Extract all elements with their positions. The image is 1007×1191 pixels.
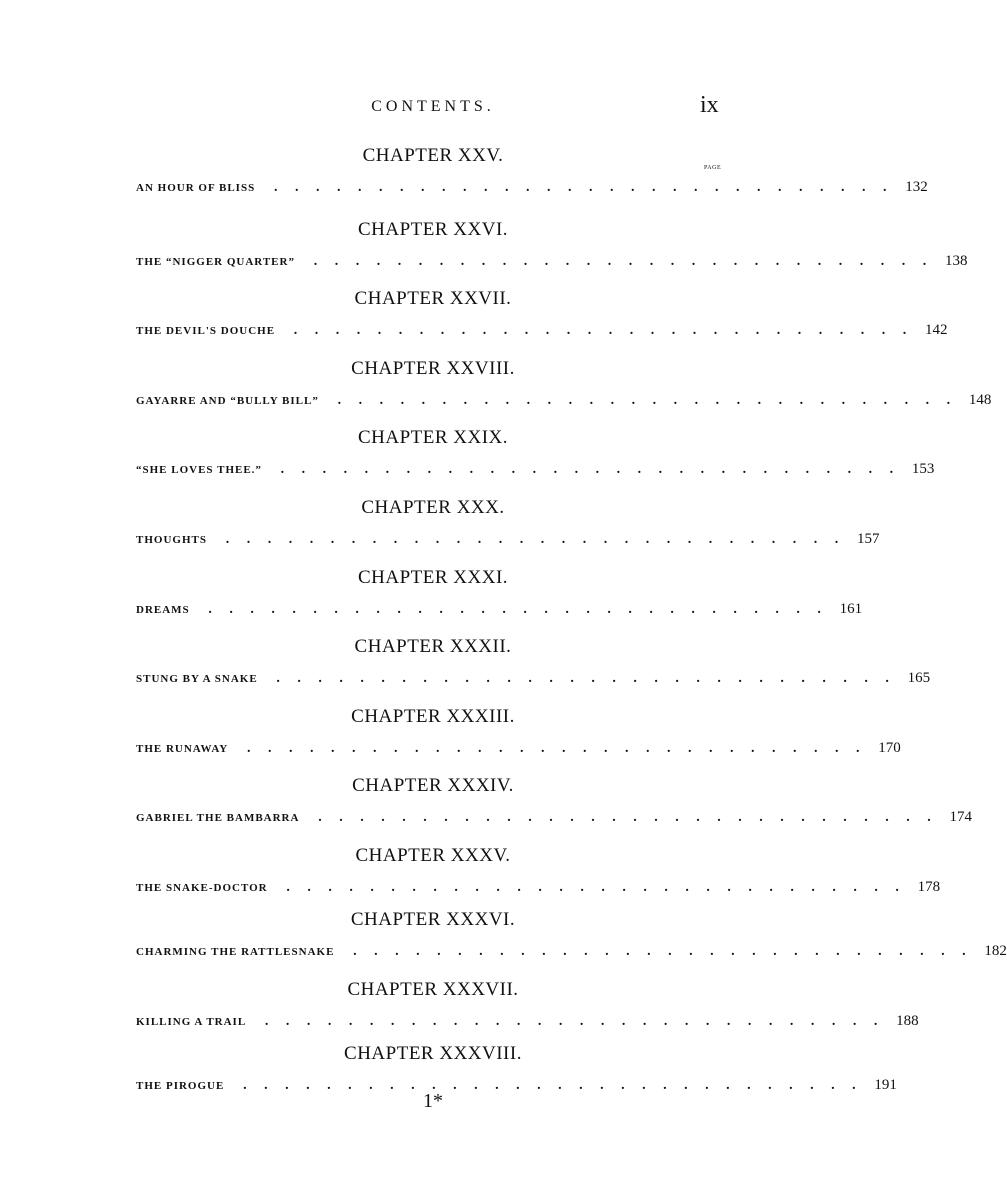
chapter-heading: CHAPTER XXXIII. [351,706,515,727]
page-number: 161 [839,601,863,617]
running-head [0,92,840,120]
chapter-heading: CHAPTER XXVI. [357,219,509,240]
contents-entry [0,909,1007,979]
page-number: 157 [856,531,880,547]
chapter-title: “SHE LOVES THEE.” [136,464,262,476]
dot-leader: . . . . . . . . . . . . . . . . . . . . . . . . . . . . . . [337,393,951,408]
page-number: 165 [907,670,931,686]
page-number: 153 [911,461,935,477]
contents-entry [0,636,931,706]
page-number-roman: ix [700,92,719,118]
contents-row [136,809,972,827]
contents-entry [0,358,992,428]
chapter-title: THE PIROGUE [136,1080,225,1092]
dot-leader: . . . . . . . . . . . . . . . . . . . . . . . . . . . . . . [276,671,889,686]
page-number: 191 [874,1077,897,1093]
chapter-heading: CHAPTER XXVII. [354,288,512,309]
dot-leader: . . . . . . . . . . . . . . . . . . . . . . . . . . . . . . [243,1078,856,1093]
chapter-title: STUNG BY A SNAKE [136,673,258,685]
contents-entry [0,845,941,915]
contents-entry [0,145,928,215]
contents-row [136,322,948,340]
page-number: 188 [896,1013,919,1029]
chapter-title: GABRIEL THE BAMBARRA [136,812,300,824]
dot-leader: . . . . . . . . . . . . . . . . . . . . . . . . . . . . . . [313,254,927,269]
dot-leader: . . . . . . . . . . . . . . . . . . . . . . . . . . . . . . [353,944,966,959]
chapter-title: THE DEVIL'S DOUCHE [136,325,276,337]
page-number: 132 [905,179,928,195]
contents-row [136,253,968,271]
chapter-heading: CHAPTER XXXVI. [350,909,516,930]
contents-row [136,392,992,410]
chapter-title: CHARMING THE RATTLESNAKE [136,946,335,958]
page-number: 148 [968,392,992,408]
chapter-title: THE RUNAWAY [136,743,229,755]
contents-row [136,461,935,479]
page-number: 174 [949,809,972,825]
chapter-heading: CHAPTER XXXIV. [352,775,514,796]
signature-mark: 1* [423,1090,443,1112]
chapter-title: THOUGHTS [136,534,207,546]
chapter-heading: CHAPTER XXXV. [355,845,511,866]
contents-entry [0,775,972,845]
chapter-heading: CHAPTER XXXVIII. [344,1043,522,1064]
chapter-title: GAYARRE AND “BULLY BILL” [136,395,319,407]
dot-leader: . . . . . . . . . . . . . . . . . . . . . . . . . . . . . . [273,180,887,195]
dot-leader: . . . . . . . . . . . . . . . . . . . . . . . . . . . . . . [246,741,860,756]
chapter-heading: CHAPTER XXVIII. [351,358,515,379]
dot-leader: . . . . . . . . . . . . . . . . . . . . . . . . . . . . . . [225,532,839,547]
contents-row [136,179,928,197]
dot-leader: . . . . . . . . . . . . . . . . . . . . . . . . . . . . . . [280,462,894,477]
contents-entry [0,427,935,497]
dot-leader: . . . . . . . . . . . . . . . . . . . . . . . . . . . . . . [318,810,931,825]
dot-leader: . . . . . . . . . . . . . . . . . . . . . . . . . . . . . . [264,1014,878,1029]
chapter-heading: CHAPTER XXXII. [354,636,512,657]
contents-entry [0,288,948,358]
dot-leader: . . . . . . . . . . . . . . . . . . . . . . . . . . . . . . [208,602,821,617]
chapter-title: AN HOUR OF BLISS [136,182,256,194]
dot-leader: . . . . . . . . . . . . . . . . . . . . . . . . . . . . . . [286,880,899,895]
page-number: 170 [878,740,901,756]
dot-leader: . . . . . . . . . . . . . . . . . . . . . . . . . . . . . . [293,323,907,338]
chapter-title: KILLING A TRAIL [136,1016,247,1028]
chapter-heading: CHAPTER XXXVII. [347,979,519,1000]
contents-row [136,740,901,758]
contents-row [136,879,941,897]
contents-row [136,943,1007,961]
page-number: 142 [925,322,948,338]
contents-entry [0,979,919,1049]
page-column-label: PAGE [704,165,722,171]
chapter-title: DREAMS [136,604,190,616]
page-number: 182 [984,943,1007,959]
page-number: 138 [944,253,968,269]
page-number: 178 [917,879,941,895]
chapter-title: THE “NIGGER QUARTER” [136,256,295,268]
contents-row [136,601,863,619]
chapter-title: THE SNAKE-DOCTOR [136,882,268,894]
contents-row [136,531,880,549]
contents-row [136,1013,919,1031]
chapter-heading: CHAPTER XXXI. [357,567,509,588]
page-title: CONTENTS. [371,98,495,115]
contents-row [136,670,931,688]
contents-entry [0,567,863,637]
chapter-heading: CHAPTER XXV. [362,145,504,166]
contents-entry [0,706,901,776]
contents-entry [0,219,968,289]
contents-entry [0,497,880,567]
chapter-heading: CHAPTER XXIX. [357,427,509,448]
chapter-heading: CHAPTER XXX. [361,497,505,518]
